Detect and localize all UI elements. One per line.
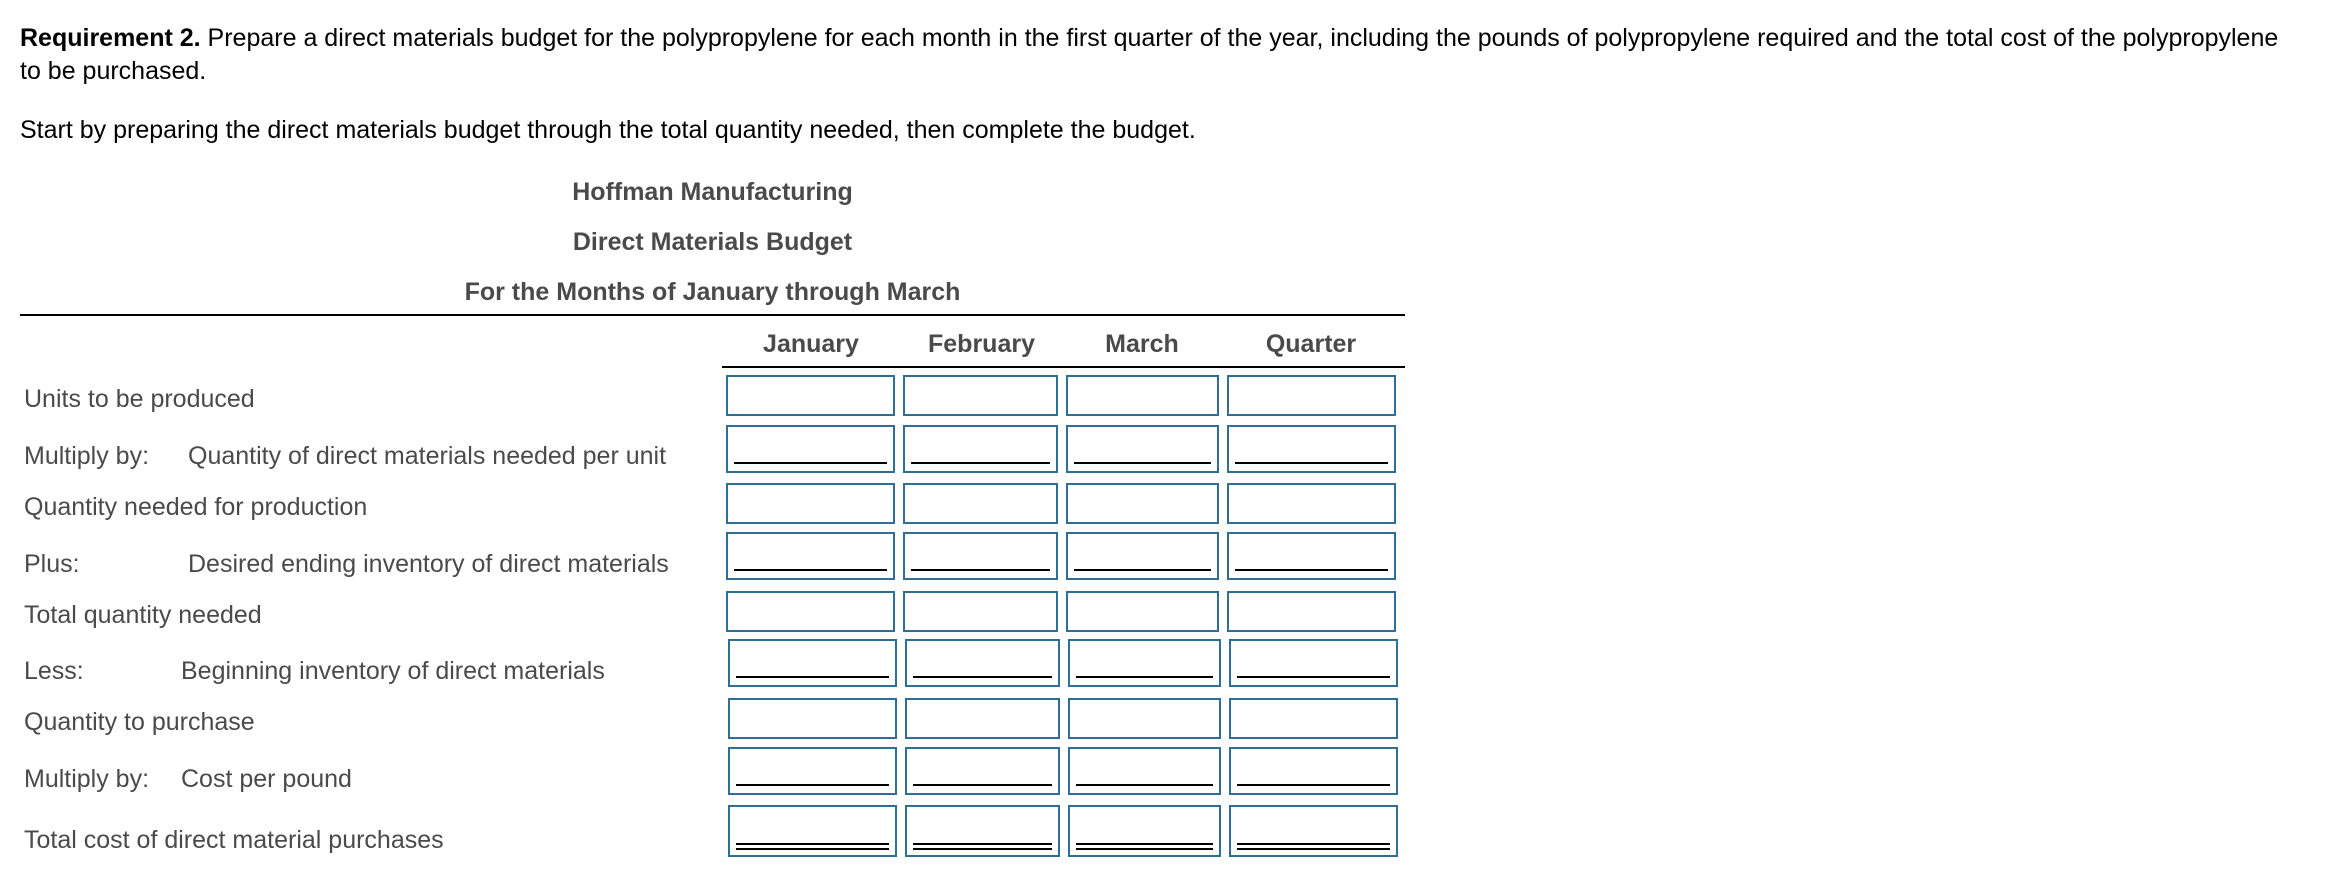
column-header-february: February bbox=[928, 330, 1035, 358]
header-rule bbox=[20, 314, 1405, 316]
total-cost-january-input[interactable] bbox=[728, 805, 897, 857]
qty-to-purchase-january-input[interactable] bbox=[728, 698, 897, 739]
total-qty-needed-march-input[interactable] bbox=[1066, 591, 1219, 632]
qty-needed-production-january-input[interactable] bbox=[726, 483, 895, 524]
total-qty-needed-quarter-input[interactable] bbox=[1227, 591, 1396, 632]
cost-per-pound-quarter-input[interactable] bbox=[1229, 747, 1398, 795]
column-header-march: March bbox=[1105, 330, 1179, 358]
requirement-label: Requirement 2. bbox=[20, 24, 201, 52]
row-label-desired-ending-inventory: Desired ending inventory of direct materials bbox=[188, 550, 669, 578]
row-prefix-less: Less: bbox=[24, 657, 84, 685]
qty-needed-production-february-input[interactable] bbox=[903, 483, 1058, 524]
beginning-inventory-quarter-input[interactable] bbox=[1229, 639, 1398, 687]
units-produced-february-input[interactable] bbox=[903, 375, 1058, 416]
row-label-qty-per-unit: Quantity of direct materials needed per unit bbox=[188, 442, 667, 470]
company-name: Hoffman Manufacturing bbox=[572, 178, 853, 206]
row-prefix-multiply-cost: Multiply by: bbox=[24, 765, 150, 793]
column-header-quarter: Quarter bbox=[1265, 330, 1357, 358]
beginning-inventory-february-input[interactable] bbox=[905, 639, 1060, 687]
ending-inventory-january-input[interactable] bbox=[726, 532, 895, 580]
row-label-beginning-inventory: Beginning inventory of direct materials bbox=[181, 657, 605, 685]
qty-to-purchase-march-input[interactable] bbox=[1068, 698, 1221, 739]
total-cost-quarter-input[interactable] bbox=[1229, 805, 1398, 857]
instruction-text: Start by preparing the direct materials budget through the total quantity needed, then complete the budget. bbox=[20, 116, 1196, 144]
qty-per-unit-january-input[interactable] bbox=[726, 425, 895, 473]
row-label-cost-per-pound: Cost per pound bbox=[181, 765, 352, 793]
beginning-inventory-march-input[interactable] bbox=[1068, 639, 1221, 687]
row-label-total-qty-needed: Total quantity needed bbox=[24, 601, 262, 629]
requirement-body: Prepare a direct materials budget for the polypropylene for each month in the first quarter of the year, including the pounds of polypropylene required and the total cost of the polypropylene to be purchased. bbox=[20, 24, 2279, 85]
row-prefix-plus: Plus: bbox=[24, 550, 80, 578]
row-label-qty-needed-production: Quantity needed for production bbox=[24, 493, 368, 521]
total-qty-needed-january-input[interactable] bbox=[726, 591, 895, 632]
units-produced-march-input[interactable] bbox=[1066, 375, 1219, 416]
total-cost-february-input[interactable] bbox=[905, 805, 1060, 857]
row-label-qty-to-purchase: Quantity to purchase bbox=[24, 708, 255, 736]
units-produced-january-input[interactable] bbox=[726, 375, 895, 416]
cost-per-pound-march-input[interactable] bbox=[1068, 747, 1221, 795]
row-label-total-cost-purchases: Total cost of direct material purchases bbox=[24, 826, 444, 854]
total-cost-march-input[interactable] bbox=[1068, 805, 1221, 857]
cost-per-pound-february-input[interactable] bbox=[905, 747, 1060, 795]
beginning-inventory-january-input[interactable] bbox=[728, 639, 897, 687]
column-header-january: January bbox=[763, 330, 859, 358]
cost-per-pound-january-input[interactable] bbox=[728, 747, 897, 795]
requirement-text bbox=[20, 22, 2280, 88]
qty-needed-production-march-input[interactable] bbox=[1066, 483, 1219, 524]
qty-per-unit-march-input[interactable] bbox=[1066, 425, 1219, 473]
ending-inventory-march-input[interactable] bbox=[1066, 532, 1219, 580]
ending-inventory-february-input[interactable] bbox=[903, 532, 1058, 580]
qty-to-purchase-february-input[interactable] bbox=[905, 698, 1060, 739]
qty-per-unit-february-input[interactable] bbox=[903, 425, 1058, 473]
total-qty-needed-february-input[interactable] bbox=[903, 591, 1058, 632]
qty-needed-production-quarter-input[interactable] bbox=[1227, 483, 1396, 524]
qty-to-purchase-quarter-input[interactable] bbox=[1229, 698, 1398, 739]
row-label-units-produced: Units to be produced bbox=[24, 385, 255, 413]
qty-per-unit-quarter-input[interactable] bbox=[1227, 425, 1396, 473]
budget-title: Direct Materials Budget bbox=[572, 228, 853, 256]
budget-period: For the Months of January through March bbox=[464, 278, 961, 306]
row-prefix-multiply-qty: Multiply by: bbox=[24, 442, 150, 470]
ending-inventory-quarter-input[interactable] bbox=[1227, 532, 1396, 580]
units-produced-quarter-input[interactable] bbox=[1227, 375, 1396, 416]
column-header-rule bbox=[722, 366, 1405, 368]
